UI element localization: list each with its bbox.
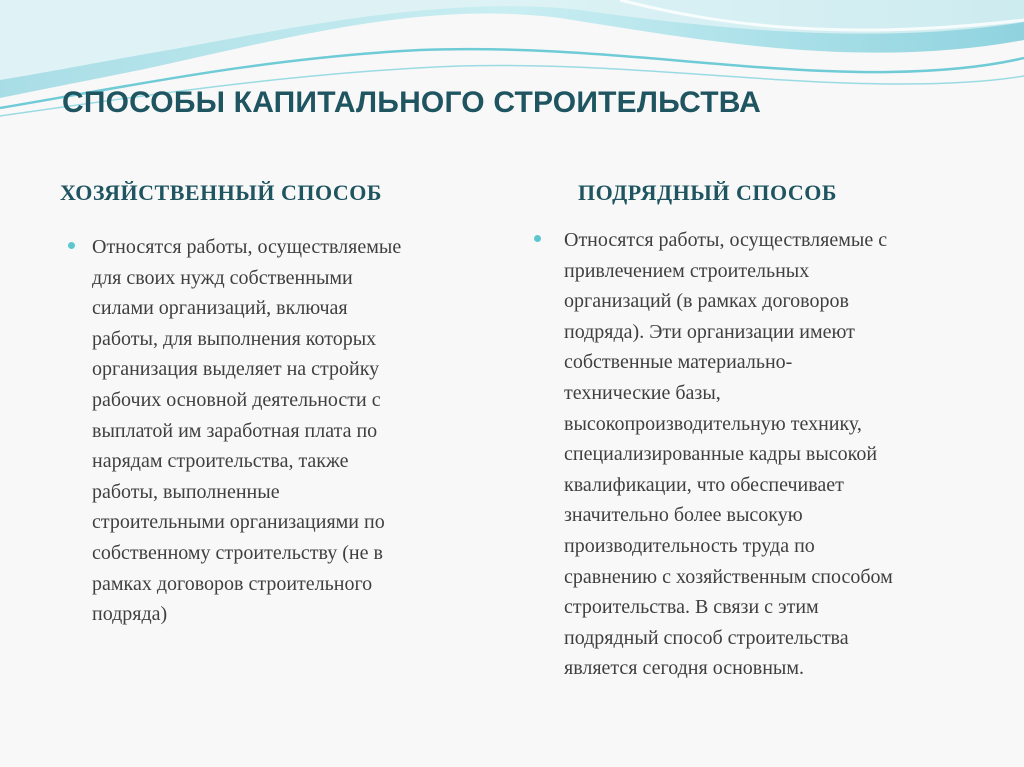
text-line: собственному строительству (не в — [92, 541, 383, 564]
text-line: высокопроизводительную технику, — [564, 412, 862, 435]
text-line: силами организаций, включая — [92, 297, 348, 320]
text-line: нарядам строительства, также — [92, 450, 349, 473]
right-column-text — [564, 225, 1002, 684]
slide-title: СПОСОБЫ КАПИТАЛЬНОГО СТРОИТЕЛЬСТВА — [62, 86, 761, 119]
left-column-heading: ХОЗЯЙСТВЕННЫЙ СПОСОБ — [60, 180, 382, 205]
text-line: подряда) — [92, 603, 168, 626]
text-line: Относятся работы, осуществляемые с — [564, 229, 888, 251]
text-line: строительными организациями по — [92, 511, 385, 534]
text-line: сравнению с хозяйственным способом — [564, 565, 893, 588]
text-line: привлечением строительных — [564, 259, 810, 282]
right-column-heading: ПОДРЯДНЫЙ СПОСОБ — [578, 180, 837, 205]
text-line: работы, для выполнения которых — [92, 327, 377, 350]
text-line: рамках договоров строительного — [92, 572, 373, 595]
text-line: строительства. В связи с этим — [564, 596, 819, 619]
text-line: подряда). Эти организации имеют — [564, 320, 855, 343]
text-line: организация выделяет на стройку — [92, 358, 380, 381]
bullet-dot-icon — [68, 242, 75, 249]
text-line: собственные материально- — [564, 351, 793, 374]
text-line: рабочих основной деятельности с — [92, 388, 381, 411]
text-line: подрядный способ строительства — [564, 626, 849, 649]
text-line: является сегодня основным. — [564, 657, 805, 680]
text-line: Относятся работы, осуществляемые — [92, 236, 402, 258]
text-line: технические базы, — [564, 381, 721, 404]
text-line: организаций (в рамках договоров — [564, 290, 849, 313]
text-line: квалификации, что обеспечивает — [564, 473, 844, 496]
bullet-dot-icon — [534, 235, 541, 242]
text-line: производительность труда по — [564, 534, 815, 557]
text-line: значительно более высокую — [564, 504, 803, 527]
left-column-text — [92, 232, 508, 630]
text-line: специализированные кадры высокой — [564, 443, 878, 466]
text-line: выплатой им заработная плата по — [92, 419, 378, 442]
text-line: для своих нужд собственными — [92, 266, 353, 289]
right-column-bullet — [534, 225, 1002, 684]
text-line: работы, выполненные — [92, 480, 280, 503]
left-column-bullet — [68, 232, 508, 630]
